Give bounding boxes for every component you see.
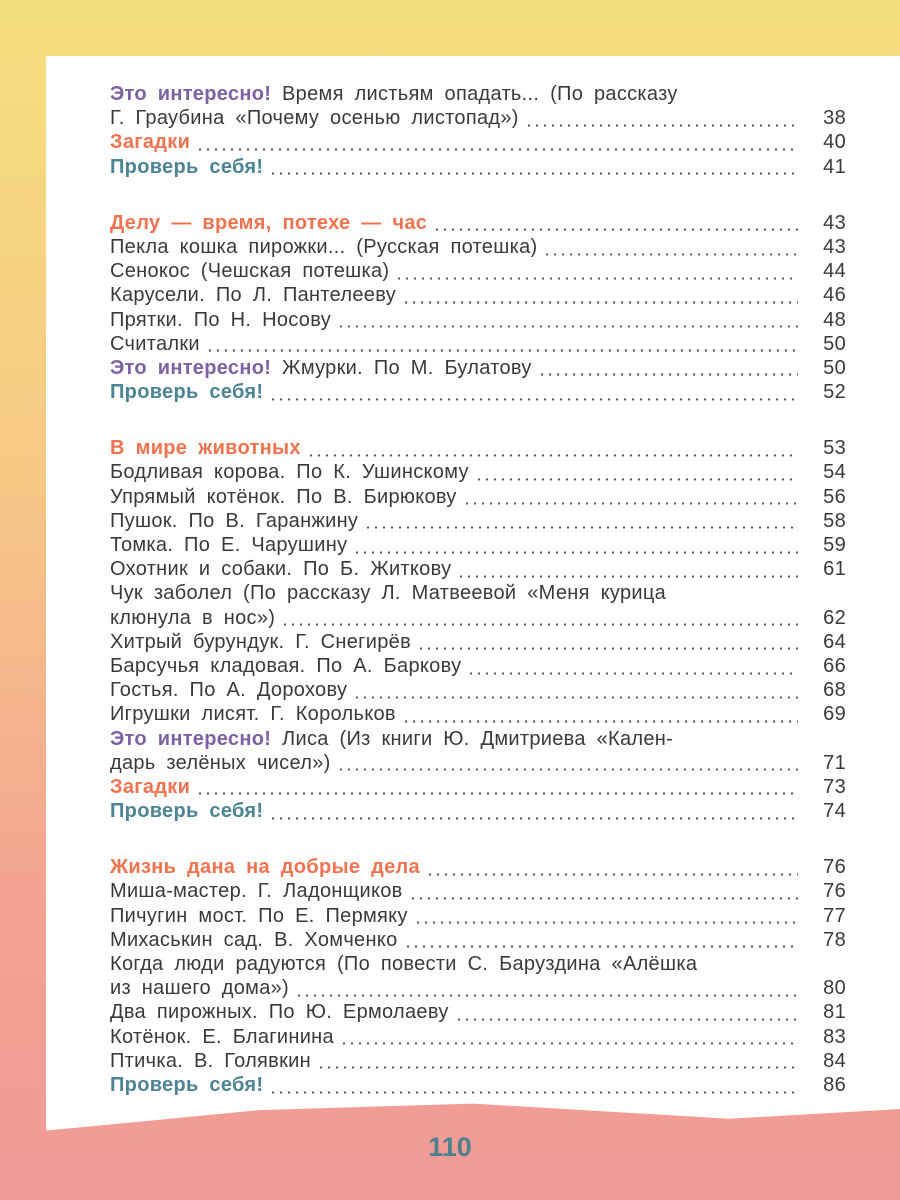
page-number: 110 (428, 1132, 472, 1162)
entry-title: Миша-мастер. Г. Ладонщиков (110, 880, 403, 903)
dot-leader (417, 647, 798, 650)
dot-leader (364, 526, 798, 529)
entry-page: 59 (823, 534, 846, 556)
toc-entry[interactable] (110, 332, 846, 356)
dot-leader (269, 817, 798, 820)
entry-page: 76 (823, 880, 846, 903)
dot-leader (433, 228, 798, 231)
entry-page: 46 (823, 284, 846, 307)
entry-page: 41 (823, 155, 846, 178)
entry-page: 66 (823, 654, 846, 677)
entry-page: 56 (823, 485, 846, 508)
entry-title: Пекла кошка пирожки... (Русская потешка) (110, 235, 538, 258)
toc-line (110, 654, 846, 678)
dot-leader (538, 373, 798, 376)
entry-page: 77 (823, 904, 846, 927)
dot-leader (269, 1091, 798, 1094)
toc-line (110, 380, 846, 404)
toc-section (110, 82, 846, 179)
dot-leader (353, 696, 798, 699)
toc-entry[interactable] (110, 509, 846, 533)
dot-leader (281, 623, 798, 626)
toc-section (110, 855, 846, 1097)
entry-page: 71 (823, 751, 846, 774)
dot-leader (543, 253, 798, 256)
entry-title: дарь зелёных чисел») (110, 751, 331, 774)
dot-leader (455, 1018, 798, 1021)
dot-leader (414, 921, 798, 924)
toc-line (110, 928, 846, 952)
toc-entry[interactable] (110, 581, 846, 629)
toc-entry[interactable] (110, 702, 846, 726)
toc-line (110, 581, 846, 605)
entry-title: Упрямый котёнок. По В. Бирюкову (110, 485, 457, 508)
toc-entry[interactable] (110, 557, 846, 581)
toc-line (110, 356, 846, 380)
toc-line (110, 235, 846, 259)
entry-page: 76 (823, 856, 846, 879)
toc-line (110, 332, 846, 356)
toc-line (110, 678, 846, 702)
dot-leader (467, 672, 798, 675)
entry-title: Время листьям опадать... (По рассказу (282, 83, 678, 105)
table-of-contents (110, 82, 846, 1129)
dot-leader (426, 873, 798, 876)
entry-title: Барсучья кладовая. По А. Баркову (110, 654, 462, 677)
toc-entry[interactable] (110, 654, 846, 678)
dot-leader (475, 478, 798, 481)
toc-entry[interactable] (110, 1025, 846, 1049)
dot-leader (337, 325, 798, 328)
toc-entry[interactable] (110, 879, 846, 903)
entry-page: 54 (823, 461, 846, 484)
toc-line (110, 976, 846, 1000)
entry-title: Томка. По Е. Чарушину (110, 534, 348, 556)
entry-page: 61 (823, 558, 846, 581)
toc-entry[interactable] (110, 235, 846, 259)
toc-entry[interactable] (110, 904, 846, 928)
toc-line (110, 1073, 846, 1097)
toc-entry[interactable] (110, 799, 846, 823)
toc-entry[interactable] (110, 82, 846, 130)
entry-page: 83 (823, 1025, 846, 1048)
entry-title: Г. Граубина «Почему осенью листопад») (110, 107, 519, 130)
toc-line (110, 1000, 846, 1024)
dot-leader (525, 124, 798, 127)
toc-line (110, 1049, 846, 1073)
entry-page: 74 (823, 800, 846, 823)
toc-section (110, 436, 846, 823)
entry-page: 38 (823, 107, 846, 130)
toc-line (110, 82, 846, 106)
toc-line (110, 460, 846, 484)
entry-title: Михаськин сад. В. Хомченко (110, 928, 398, 951)
toc-entry[interactable] (110, 436, 846, 460)
entry-page: 43 (823, 211, 846, 234)
entry-page: 44 (823, 260, 846, 283)
toc-line (110, 799, 846, 823)
dot-leader (340, 1042, 798, 1045)
dot-leader (402, 301, 798, 304)
toc-entry[interactable] (110, 211, 846, 235)
entry-page: 52 (823, 381, 846, 404)
entry-page: 73 (823, 775, 846, 798)
dot-leader (337, 768, 798, 771)
dot-leader (404, 945, 798, 948)
entry-page: 40 (823, 131, 846, 154)
entry-label: Проверь себя! (110, 1073, 264, 1096)
toc-line (110, 855, 846, 879)
toc-entry[interactable] (110, 1049, 846, 1073)
entry-label: В мире животных (110, 437, 301, 460)
entry-page: 58 (823, 509, 846, 532)
toc-entry[interactable] (110, 928, 846, 952)
dot-leader (269, 172, 798, 175)
entry-label: Жизнь дана на добрые дела (110, 856, 420, 879)
toc-entry[interactable] (110, 155, 846, 179)
entry-label: Загадки (110, 131, 191, 154)
toc-section (110, 211, 846, 405)
entry-label: Проверь себя! (110, 155, 264, 178)
toc-entry[interactable] (110, 678, 846, 702)
toc-line (110, 106, 846, 130)
toc-line (110, 557, 846, 581)
entry-title: Лиса (Из книги Ю. Дмитриева «Кален- (282, 727, 674, 750)
toc-entry[interactable] (110, 308, 846, 332)
entry-title: Прятки. По Н. Носову (110, 308, 332, 331)
entry-title: Сенокос (Чешская потешка) (110, 260, 390, 283)
entry-title: Считалки (110, 332, 200, 355)
toc-entry[interactable] (110, 533, 846, 557)
entry-title: Карусели. По Л. Пантелееву (110, 284, 396, 307)
dot-leader (409, 897, 798, 900)
entry-title: Бодливая корова. По К. Ушинскому (110, 461, 469, 484)
entry-page: 86 (823, 1073, 846, 1096)
toc-entry[interactable] (110, 1073, 846, 1097)
toc-line (110, 879, 846, 903)
entry-title: из нашего дома») (110, 977, 290, 1000)
toc-line (110, 155, 846, 179)
toc-entry[interactable] (110, 380, 846, 404)
toc-entry[interactable] (110, 485, 846, 509)
toc-line (110, 509, 846, 533)
entry-title: Птичка. В. Голявкин (110, 1049, 311, 1072)
toc-line (110, 436, 846, 460)
entry-label: Загадки (110, 775, 191, 798)
dot-leader (295, 994, 798, 997)
toc-line (110, 259, 846, 283)
toc-entry[interactable] (110, 460, 846, 484)
entry-label: Это интересно! (110, 727, 272, 750)
dot-leader (196, 792, 798, 795)
toc-entry[interactable] (110, 952, 846, 1000)
toc-entry[interactable] (110, 356, 846, 380)
entry-page: 62 (823, 606, 846, 629)
entry-label: Делу — время, потехе — час (110, 211, 428, 234)
toc-entry[interactable] (110, 855, 846, 879)
entry-page: 80 (823, 977, 846, 1000)
entry-title: Два пирожных. По Ю. Ермолаеву (110, 1001, 449, 1024)
entry-page: 81 (823, 1001, 846, 1024)
entry-label: Проверь себя! (110, 800, 264, 823)
entry-page: 50 (823, 332, 846, 355)
toc-entry[interactable] (110, 775, 846, 799)
toc-line (110, 130, 846, 154)
toc-line (110, 775, 846, 799)
toc-line (110, 904, 846, 928)
dot-leader (402, 720, 798, 723)
entry-title: Котёнок. Е. Благинина (110, 1025, 334, 1048)
dot-leader (206, 349, 798, 352)
dot-leader (353, 551, 798, 554)
toc-line (110, 727, 846, 751)
dot-leader (457, 575, 798, 578)
toc-entry[interactable] (110, 630, 846, 654)
toc-line (110, 485, 846, 509)
entry-title: клюнула в нос») (110, 606, 276, 629)
entry-page: 48 (823, 308, 846, 331)
toc-entry[interactable] (110, 1000, 846, 1024)
dot-leader (307, 454, 798, 457)
entry-title: Когда люди радуются (По повести С. Баруздина «Алёшка (110, 953, 698, 975)
entry-title: Хитрый бурундук. Г. Снегирёв (110, 630, 412, 653)
dot-leader (196, 148, 798, 151)
entry-title: Игрушки лисят. Г. Корольков (110, 703, 396, 726)
toc-line (110, 1025, 846, 1049)
dot-leader (269, 398, 798, 401)
entry-title: Пичугин мост. По Е. Пермяку (110, 904, 408, 927)
dot-leader (463, 502, 798, 505)
toc-entry[interactable] (110, 283, 846, 307)
entry-page: 53 (823, 437, 846, 460)
toc-line (110, 630, 846, 654)
entry-title: Гостья. По А. Дорохову (110, 679, 348, 702)
entry-label: Это интересно! (110, 83, 272, 105)
dot-leader (395, 277, 798, 280)
entry-page: 84 (823, 1049, 846, 1072)
entry-page: 69 (823, 703, 846, 726)
toc-line (110, 211, 846, 235)
entry-page: 78 (823, 928, 846, 951)
entry-page: 50 (823, 356, 846, 379)
entry-label: Это интересно! (110, 356, 272, 379)
toc-line (110, 283, 846, 307)
entry-page: 43 (823, 235, 846, 258)
toc-line (110, 702, 846, 726)
toc-line (110, 606, 846, 630)
toc-line (110, 751, 846, 775)
entry-title: Охотник и собаки. По Б. Житкову (110, 558, 452, 581)
entry-page: 68 (823, 679, 846, 702)
entry-page: 64 (823, 630, 846, 653)
entry-title: Жмурки. По М. Булатову (282, 356, 532, 379)
entry-title: Чук заболел (По рассказу Л. Матвеевой «Меня курица (110, 582, 667, 605)
toc-line (110, 308, 846, 332)
toc-line (110, 952, 846, 976)
dot-leader (317, 1066, 798, 1069)
toc-entry[interactable] (110, 130, 846, 154)
entry-label: Проверь себя! (110, 381, 264, 404)
toc-entry[interactable] (110, 727, 846, 775)
toc-line (110, 533, 846, 557)
entry-title: Пушок. По В. Гаранжину (110, 509, 359, 532)
toc-entry[interactable] (110, 259, 846, 283)
